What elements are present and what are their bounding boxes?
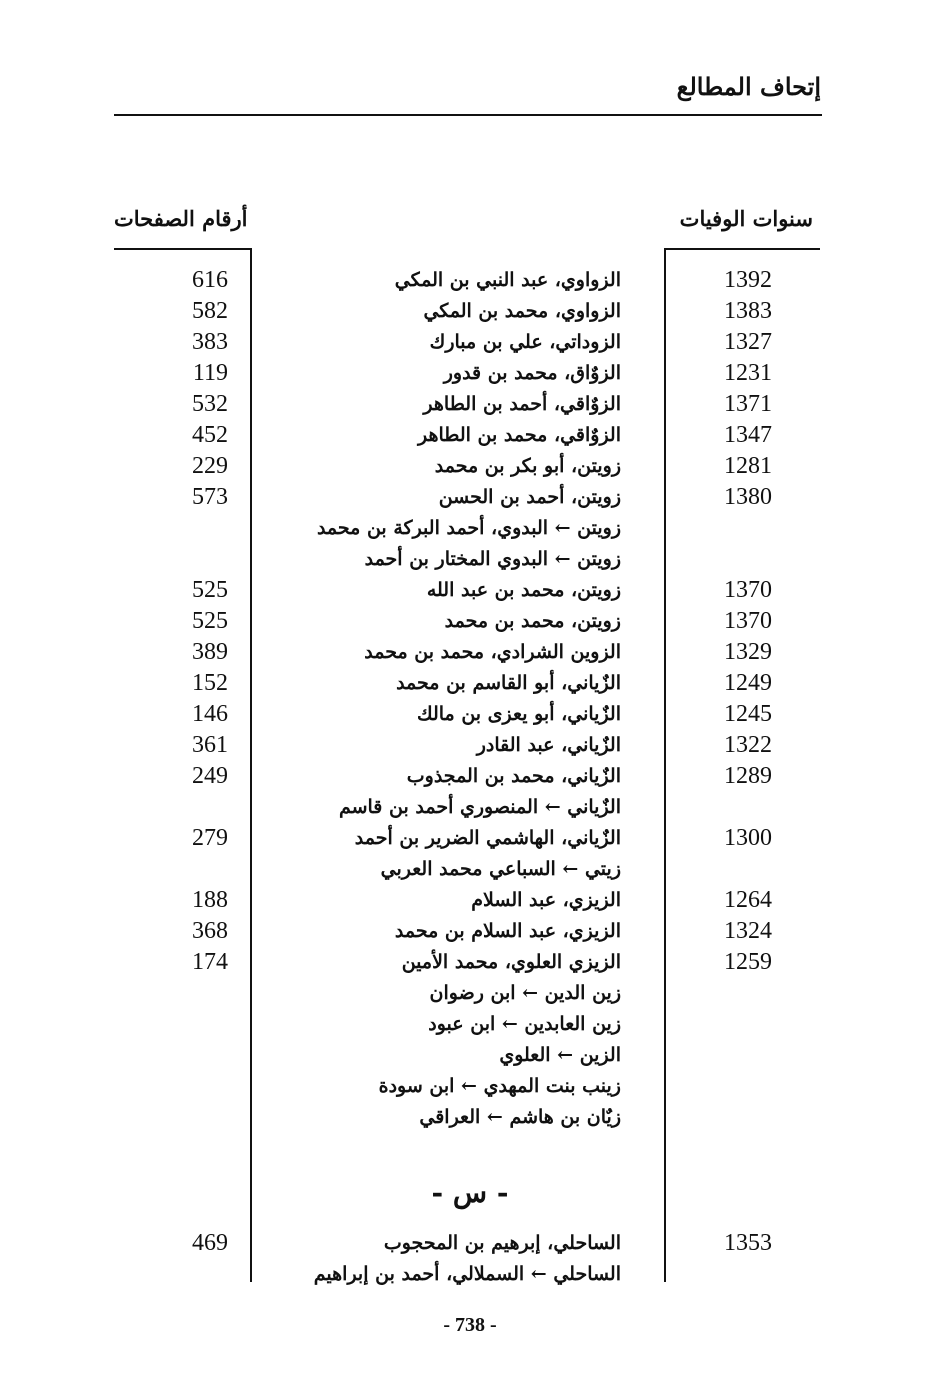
page-number: 452 [192, 422, 228, 448]
death-year: 1380 [724, 484, 772, 510]
page-number: 188 [192, 887, 228, 913]
entry-name: زيتي ← السباعي محمد العربي [380, 858, 621, 880]
entry-name: الساحلي ← السملالي، أحمد بن إبراهيم [313, 1263, 621, 1285]
death-year: 1324 [724, 918, 772, 944]
section-letter: - س - [431, 1176, 509, 1209]
index-entry-row [0, 792, 939, 823]
entry-name: الساحلي، إبرهيم بن المحجوب [383, 1232, 621, 1254]
column-header-pages: أرقام الصفحات [114, 206, 248, 231]
entry-name: زويتن، محمد بن عبد الله [426, 579, 621, 601]
index-entry-row [0, 854, 939, 885]
page-number: 249 [192, 763, 228, 789]
entry-name: الزيزي، عبد السلام بن محمد [394, 920, 621, 942]
index-entry-row [0, 699, 939, 730]
page-number: 119 [192, 360, 228, 386]
entry-name: الزٌياني، أبو القاسم بن محمد [396, 672, 621, 694]
page-number: 174 [192, 949, 228, 975]
death-year: 1245 [724, 701, 772, 727]
index-entry-row [0, 1102, 939, 1133]
page-number: 368 [192, 918, 228, 944]
entry-name: زويتن ← البدوي، أحمد البركة بن محمد [316, 517, 621, 539]
entry-name: الزوين الشرادي، محمد بن محمد [364, 641, 621, 663]
index-entry-row [0, 1228, 939, 1259]
index-entry-row [0, 823, 939, 854]
entry-name: زويتن، أبو بكر بن محمد [434, 455, 621, 477]
index-entry-row [0, 296, 939, 327]
entry-name: الزوٌاقي، أحمد بن الطاهر [423, 393, 621, 415]
entry-name: الزيزي، عبد السلام [471, 889, 621, 911]
page-number: 582 [192, 298, 228, 324]
death-year: 1371 [724, 391, 772, 417]
entry-name: الزٌياني، محمد بن المجذوب [406, 765, 621, 787]
index-entry-row [0, 358, 939, 389]
index-entry-row [0, 513, 939, 544]
entry-name: زويتن، محمد بن محمد [444, 610, 621, 632]
page-number: 525 [192, 577, 228, 603]
index-entry-row [0, 730, 939, 761]
header-rule [114, 114, 822, 116]
page-number: 525 [192, 608, 228, 634]
entry-name: زويتن، أحمد بن الحسن [438, 486, 621, 508]
death-year: 1249 [724, 670, 772, 696]
index-entry-row [0, 761, 939, 792]
index-entry-row [0, 885, 939, 916]
index-entry-row [0, 916, 939, 947]
death-year: 1259 [724, 949, 772, 975]
death-year: 1300 [724, 825, 772, 851]
entry-name: الزٌياني، عبد القادر [476, 734, 621, 756]
death-year: 1281 [724, 453, 772, 479]
death-year: 1383 [724, 298, 772, 324]
entry-name: زيٌان بن هاشم ← العراقي [419, 1106, 621, 1128]
index-entry-row [0, 1009, 939, 1040]
page-number: 279 [192, 825, 228, 851]
index-entry-row [0, 637, 939, 668]
death-year: 1329 [724, 639, 772, 665]
death-year: 1289 [724, 763, 772, 789]
index-entry-row [0, 1071, 939, 1102]
index-entry-row [0, 544, 939, 575]
page-number: 573 [192, 484, 228, 510]
page-number: 383 [192, 329, 228, 355]
entry-name: الزٌياني، أبو يعزى بن مالك [416, 703, 621, 725]
page-number: 146 [192, 701, 228, 727]
entry-name: الزوٌاقي، محمد بن الطاهر [418, 424, 621, 446]
entry-name: زينب بنت المهدي ← ابن سودة [378, 1075, 621, 1097]
index-entry-row [0, 668, 939, 699]
death-year: 1327 [724, 329, 772, 355]
death-year: 1231 [724, 360, 772, 386]
page-number: 389 [192, 639, 228, 665]
index-entry-row [0, 327, 939, 358]
index-entry-row [0, 265, 939, 296]
entry-name: الزوٌاق، محمد بن قدور [443, 362, 621, 384]
death-year: 1370 [724, 577, 772, 603]
entry-name: زين الدين ← ابن رضوان [429, 982, 621, 1004]
pages-column-top-rule [114, 248, 252, 250]
page-number: 361 [192, 732, 228, 758]
index-entry-row [0, 978, 939, 1009]
index-entry-row [0, 1259, 939, 1290]
entry-name: زويتن ← البدوي المختار بن أحمد [364, 548, 621, 570]
death-year: 1264 [724, 887, 772, 913]
index-entry-row [0, 1040, 939, 1071]
death-year: 1322 [724, 732, 772, 758]
entry-name: الزٌياني، الهاشمي الضرير بن أحمد [354, 827, 621, 849]
index-entry-row [0, 451, 939, 482]
index-entry-row [0, 947, 939, 978]
entry-name: زين العابدين ← ابن عبود [428, 1013, 621, 1035]
page-number: 469 [192, 1230, 228, 1256]
entry-name: الزواوي، عبد النبي بن المكي [394, 269, 621, 291]
death-year: 1347 [724, 422, 772, 448]
column-header-years: سنوات الوفيات [679, 206, 813, 231]
running-title: إتحاف المطالع [676, 72, 821, 101]
page-folio: - 738 - [443, 1314, 497, 1336]
index-entry-row [0, 606, 939, 637]
page-number: 229 [192, 453, 228, 479]
page-number: 152 [192, 670, 228, 696]
index-entry-row [0, 482, 939, 513]
index-entry-row [0, 389, 939, 420]
years-column-top-rule [664, 248, 820, 250]
page-number: 532 [192, 391, 228, 417]
page-number: 616 [192, 267, 228, 293]
entry-name: الزٌياني ← المنصوري أحمد بن قاسم [338, 796, 621, 818]
entry-name: الزوداتي، علي بن مبارك [429, 331, 621, 353]
entry-name: الزيزي العلوي، محمد الأمين [401, 951, 621, 973]
death-year: 1392 [724, 267, 772, 293]
entry-name: الزواوي، محمد بن المكي [423, 300, 621, 322]
death-year: 1353 [724, 1230, 772, 1256]
index-entry-row [0, 420, 939, 451]
death-year: 1370 [724, 608, 772, 634]
entry-name: الزين ← العلوي [499, 1044, 621, 1066]
index-entry-row [0, 575, 939, 606]
